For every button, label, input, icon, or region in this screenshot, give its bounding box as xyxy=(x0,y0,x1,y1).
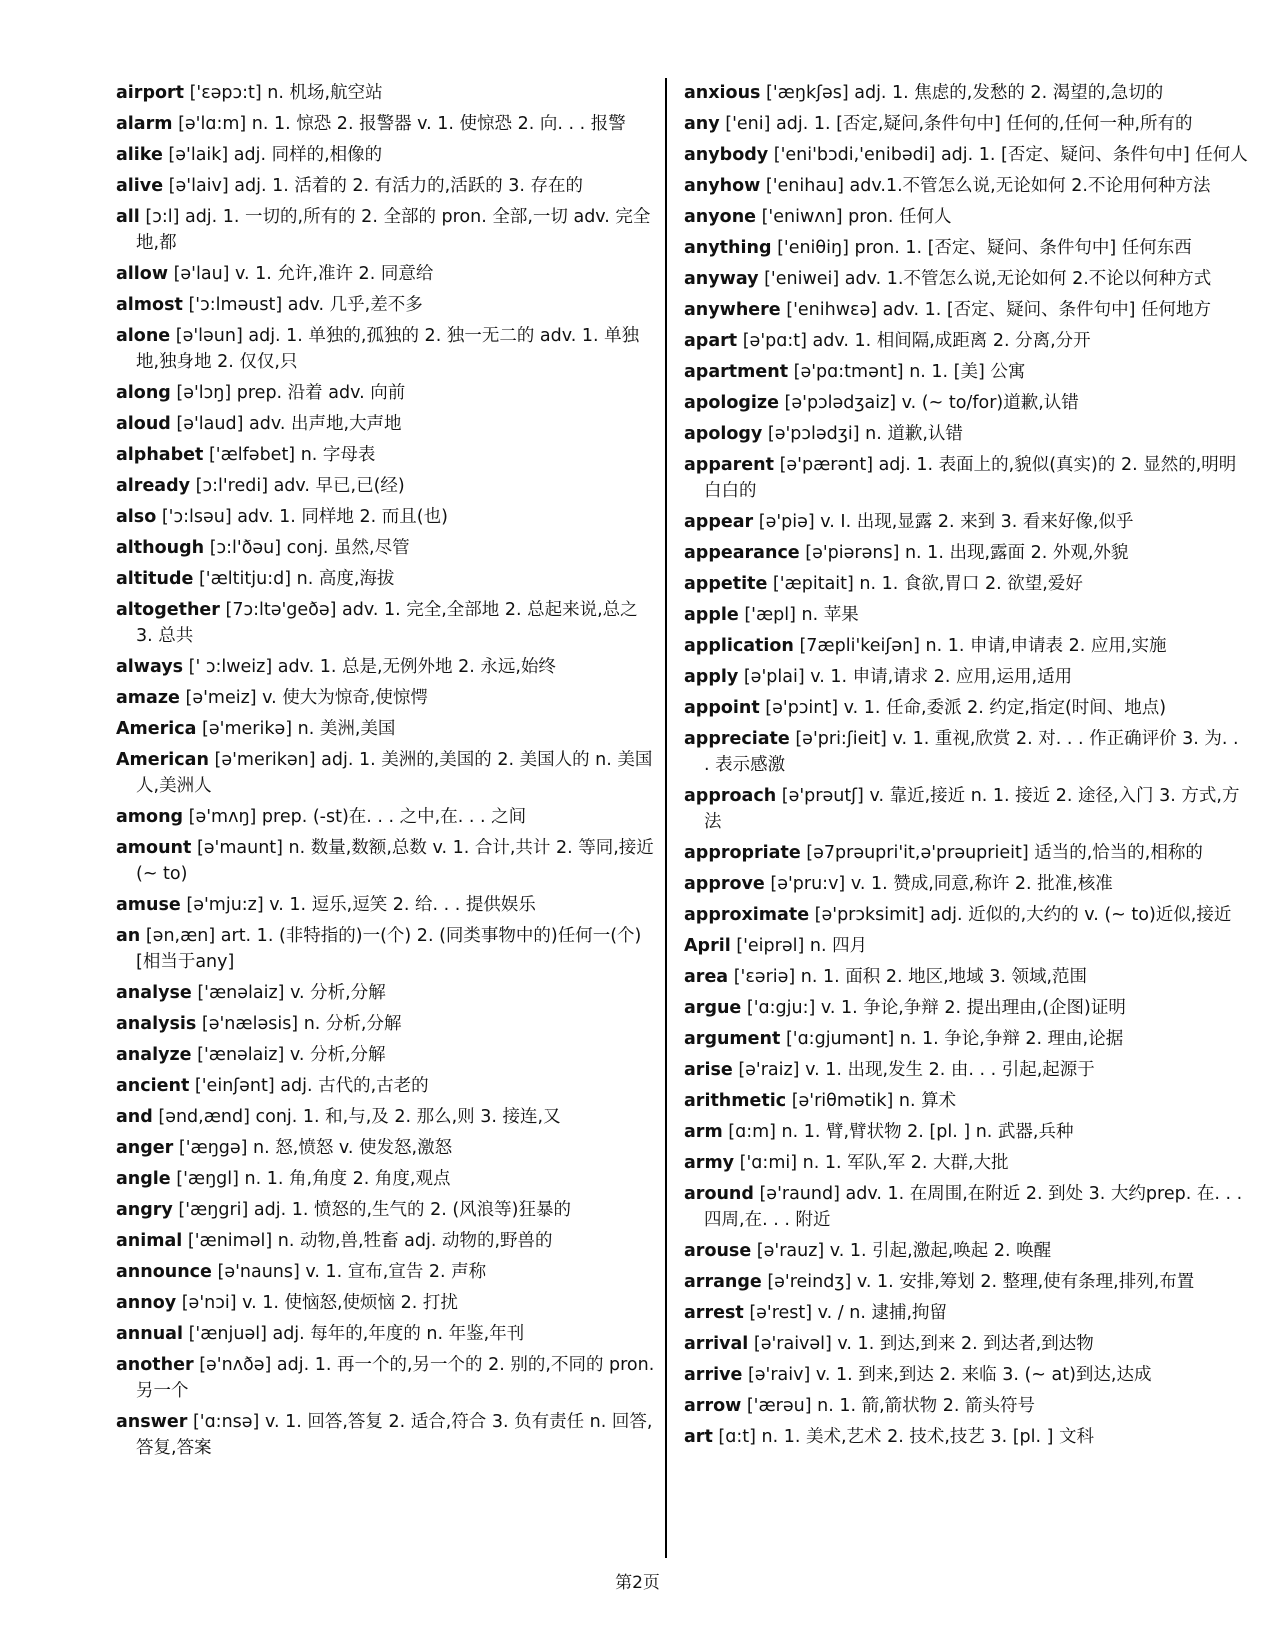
definition: ['ɑ:mi] n. 1. 军队,军 2. 大群,大批 xyxy=(739,1153,1009,1173)
dictionary-entry xyxy=(116,292,656,318)
headword: along xyxy=(116,383,171,403)
headword: April xyxy=(684,936,731,956)
dictionary-entry xyxy=(116,80,656,106)
headword: alphabet xyxy=(116,445,204,465)
dictionary-entry xyxy=(684,726,1249,778)
headword: appear xyxy=(684,512,754,532)
dictionary-entry xyxy=(116,566,656,592)
definition: ['eiprəl] n. 四月 xyxy=(736,936,868,956)
dictionary-entry xyxy=(684,633,1249,659)
definition: [ə'nauns] v. 1. 宣布,宣告 2. 声称 xyxy=(217,1262,487,1282)
dictionary-entry xyxy=(116,685,656,711)
dictionary-entry xyxy=(684,111,1249,137)
headword: anywhere xyxy=(684,300,781,320)
dictionary-entry xyxy=(116,442,656,468)
definition: ['ɔ:lsəu] adv. 1. 同样地 2. 而且(也) xyxy=(161,507,448,527)
headword: appoint xyxy=(684,698,760,718)
headword: apologize xyxy=(684,393,779,413)
dictionary-entry xyxy=(116,747,656,799)
definition: ['æŋgl] n. 1. 角,角度 2. 角度,观点 xyxy=(176,1169,451,1189)
definition: [ə'raiz] v. 1. 出现,发生 2. 由. . . 引起,起源于 xyxy=(738,1060,1095,1080)
dictionary-entry xyxy=(116,1042,656,1068)
headword: analyse xyxy=(116,983,192,1003)
dictionary-entry xyxy=(116,980,656,1006)
dictionary-entry xyxy=(684,1181,1249,1233)
definition: [ə'raivəl] v. 1. 到达,到来 2. 到达者,到达物 xyxy=(753,1334,1094,1354)
headword: also xyxy=(116,507,157,527)
dictionary-entry xyxy=(116,1011,656,1037)
dictionary-entry xyxy=(116,654,656,680)
dictionary-entry xyxy=(684,509,1249,535)
dictionary-entry xyxy=(684,266,1249,292)
dictionary-entry xyxy=(116,1259,656,1285)
headword: airport xyxy=(116,83,184,103)
headword: among xyxy=(116,807,184,827)
definition: [ə'pri:ʃieit] v. 1. 重视,欣赏 2. 对. . . 作正确评价 3. 为. . . 表示感激 xyxy=(704,729,1239,775)
definition: ['einʃənt] adj. 古代的,古老的 xyxy=(194,1076,429,1096)
definition: ['ɑ:nsə] v. 1. 回答,答复 2. 适合,符合 3. 负有责任 n. 回答,答复,答案 xyxy=(136,1412,653,1458)
dictionary-entry xyxy=(116,1197,656,1223)
definition: [ə'pɔint] v. 1. 任命,委派 2. 约定,指定(时间、地点) xyxy=(765,698,1167,718)
definition: [ə'mju:z] v. 1. 逗乐,逗笑 2. 给. . . 提供娱乐 xyxy=(186,895,536,915)
definition: [ə'lau] v. 1. 允许,准许 2. 同意给 xyxy=(173,264,434,284)
dictionary-entry xyxy=(116,1290,656,1316)
definition: ['ɑ:gjumənt] n. 1. 争论,争辩 2. 理由,论据 xyxy=(785,1029,1124,1049)
right-column xyxy=(684,80,1249,1455)
headword: arm xyxy=(684,1122,723,1142)
headword: already xyxy=(116,476,191,496)
headword: around xyxy=(684,1184,754,1204)
definition: ['eni] adj. 1. [否定,疑问,条件句中] 任何的,任何一种,所有的 xyxy=(725,114,1193,134)
definition: ['enihwεə] adv. 1. [否定、疑问、条件句中] 任何地方 xyxy=(786,300,1212,320)
headword: anything xyxy=(684,238,772,258)
headword: aloud xyxy=(116,414,171,434)
headword: apparent xyxy=(684,455,774,475)
headword: arithmetic xyxy=(684,1091,787,1111)
dictionary-entry xyxy=(116,1228,656,1254)
headword: almost xyxy=(116,295,183,315)
headword: arise xyxy=(684,1060,733,1080)
headword: American xyxy=(116,750,209,770)
page-number: 第2页 xyxy=(615,1573,660,1593)
headword: arrest xyxy=(684,1303,744,1323)
headword: anger xyxy=(116,1138,174,1158)
headword: altitude xyxy=(116,569,194,589)
definition: ['εəriə] n. 1. 面积 2. 地区,地域 3. 领域,范围 xyxy=(733,967,1088,987)
dictionary-entry xyxy=(684,452,1249,504)
dictionary-entry xyxy=(684,421,1249,447)
dictionary-entry xyxy=(116,804,656,830)
dictionary-entry xyxy=(684,540,1249,566)
headword: an xyxy=(116,926,141,946)
dictionary-entry xyxy=(116,323,656,375)
headword: animal xyxy=(116,1231,183,1251)
definition: [ə'mʌŋ] prep. (-st)在. . . 之中,在. . . 之间 xyxy=(188,807,527,827)
headword: analysis xyxy=(116,1014,197,1034)
dictionary-entry xyxy=(684,902,1249,928)
headword: argue xyxy=(684,998,742,1018)
dictionary-entry xyxy=(116,173,656,199)
headword: angry xyxy=(116,1200,173,1220)
definition: [ə'laik] adj. 同样的,相像的 xyxy=(168,145,383,165)
headword: apartment xyxy=(684,362,789,382)
definition: [ə'plai] v. 1. 申请,请求 2. 应用,运用,适用 xyxy=(743,667,1073,687)
headword: anybody xyxy=(684,145,769,165)
dictionary-entry xyxy=(684,871,1249,897)
definition: [ə'nʌðə] adj. 1. 再一个的,另一个的 2. 别的,不同的 pron. 另一个 xyxy=(136,1355,655,1401)
definition: [ə'riθmətik] n. 算术 xyxy=(791,1091,957,1111)
dictionary-entry xyxy=(116,473,656,499)
definition: [ə'pɑ:t] adv. 1. 相间隔,成距离 2. 分离,分开 xyxy=(742,331,1091,351)
dictionary-entry xyxy=(684,1424,1249,1450)
definition: ['eniwei] adv. 1.不管怎么说,无论如何 2.不论以何种方式 xyxy=(764,269,1212,289)
headword: any xyxy=(684,114,720,134)
definition: [ə7prəupri'it,ə'prəuprieit] 适当的,恰当的,相称的 xyxy=(806,843,1203,863)
definition: [' ɔ:lweiz] adv. 1. 总是,无例外地 2. 永远,始终 xyxy=(188,657,556,677)
headword: approximate xyxy=(684,905,810,925)
definition: [ə'reindʒ] v. 1. 安排,筹划 2. 整理,使有条理,排列,布置 xyxy=(767,1272,1195,1292)
dictionary-entry xyxy=(684,173,1249,199)
definition: [ə'merikə] n. 美洲,美国 xyxy=(202,719,396,739)
definition: ['æltitju:d] n. 高度,海拔 xyxy=(198,569,395,589)
dictionary-entry xyxy=(684,1057,1249,1083)
headword: altogether xyxy=(116,600,220,620)
definition: [ə'næləsis] n. 分析,分解 xyxy=(201,1014,402,1034)
definition: ['æpitait] n. 1. 食欲,胃口 2. 欲望,爱好 xyxy=(772,574,1083,594)
definition: [ə'laud] adv. 出声地,大声地 xyxy=(176,414,402,434)
headword: all xyxy=(116,207,140,227)
dictionary-entry xyxy=(684,571,1249,597)
headword: allow xyxy=(116,264,168,284)
headword: alone xyxy=(116,326,171,346)
headword: art xyxy=(684,1427,713,1447)
definition: [ə'piərəns] n. 1. 出现,露面 2. 外观,外貌 xyxy=(805,543,1129,563)
dictionary-entry xyxy=(684,1393,1249,1419)
dictionary-entry xyxy=(684,1269,1249,1295)
definition: ['enihau] adv.1.不管怎么说,无论如何 2.不论用何种方法 xyxy=(765,176,1211,196)
headword: amaze xyxy=(116,688,180,708)
dictionary-entry xyxy=(684,964,1249,990)
dictionary-entry xyxy=(116,142,656,168)
headword: annoy xyxy=(116,1293,177,1313)
definition: [ə'nɔi] v. 1. 使恼怒,使烦恼 2. 打扰 xyxy=(181,1293,458,1313)
dictionary-entry xyxy=(116,716,656,742)
headword: argument xyxy=(684,1029,781,1049)
dictionary-entry xyxy=(116,535,656,561)
dictionary-entry xyxy=(684,695,1249,721)
dictionary-entry xyxy=(684,602,1249,628)
dictionary-entry xyxy=(684,390,1249,416)
definition: [ə'meiz] v. 使大为惊奇,使惊愕 xyxy=(185,688,428,708)
dictionary-entry xyxy=(684,840,1249,866)
headword: always xyxy=(116,657,184,677)
definition: [ɑ:m] n. 1. 臂,臂状物 2. [pl. ] n. 武器,兵种 xyxy=(728,1122,1074,1142)
definition: ['eniwʌn] pron. 任何人 xyxy=(761,207,952,227)
definition: [ə'prəutʃ] v. 靠近,接近 n. 1. 接近 2. 途径,入门 3. 方式,方法 xyxy=(704,786,1240,832)
dictionary-entry xyxy=(684,783,1249,835)
definition: [ə'raiv] v. 1. 到来,到达 2. 来临 3. (~ at)到达,达成 xyxy=(747,1365,1152,1385)
headword: application xyxy=(684,636,794,656)
definition: [ə'pærənt] adj. 1. 表面上的,貌似(真实)的 2. 显然的,明明白白的 xyxy=(704,455,1237,501)
definition: ['ɑ:gju:] v. 1. 争论,争辩 2. 提出理由,(企图)证明 xyxy=(746,998,1126,1018)
definition: [ənd,ænd] conj. 1. 和,与,及 2. 那么,则 3. 接连,又 xyxy=(158,1107,561,1127)
headword: apply xyxy=(684,667,739,687)
definition: [ɔ:l'ðəu] conj. 虽然,尽管 xyxy=(209,538,410,558)
headword: appearance xyxy=(684,543,800,563)
definition: [7ɔ:ltə'geðə] adv. 1. 完全,全部地 2. 总起来说,总之 3. 总共 xyxy=(136,600,638,646)
definition: [7æpli'keiʃən] n. 1. 申请,申请表 2. 应用,实施 xyxy=(799,636,1167,656)
definition: [ə'merikən] adj. 1. 美洲的,美国的 2. 美国人的 n. 美国人,美洲人 xyxy=(136,750,653,796)
definition: [ə'rauz] v. 1. 引起,激起,唤起 2. 唤醒 xyxy=(756,1241,1052,1261)
dictionary-entry xyxy=(684,204,1249,230)
dictionary-entry xyxy=(684,1300,1249,1326)
headword: alarm xyxy=(116,114,173,134)
headword: approve xyxy=(684,874,765,894)
headword: and xyxy=(116,1107,153,1127)
definition: [ə'laiv] adj. 1. 活着的 2. 有活力的,活跃的 3. 存在的 xyxy=(168,176,584,196)
dictionary-entry xyxy=(684,664,1249,690)
definition: ['ænjuəl] adj. 每年的,年度的 n. 年鉴,年刊 xyxy=(188,1324,525,1344)
headword: arrive xyxy=(684,1365,743,1385)
dictionary-entry xyxy=(684,235,1249,261)
definition: ['εəpɔ:t] n. 机场,航空站 xyxy=(189,83,383,103)
definition: ['æŋgri] adj. 1. 愤怒的,生气的 2. (风浪等)狂暴的 xyxy=(178,1200,572,1220)
headword: anyway xyxy=(684,269,759,289)
definition: [ə'lɑ:m] n. 1. 惊恐 2. 报警器 v. 1. 使惊恐 2. 向. . . 报警 xyxy=(178,114,626,134)
headword: ancient xyxy=(116,1076,190,1096)
dictionary-entry xyxy=(116,380,656,406)
dictionary-entry xyxy=(116,411,656,437)
definition: [ə'rest] v. / n. 逮捕,拘留 xyxy=(749,1303,948,1323)
headword: annual xyxy=(116,1324,183,1344)
dictionary-entry xyxy=(684,328,1249,354)
headword: anyone xyxy=(684,207,757,227)
column-divider xyxy=(665,78,667,1558)
dictionary-entry xyxy=(116,923,656,975)
dictionary-entry xyxy=(116,504,656,530)
dictionary-entry xyxy=(116,1166,656,1192)
definition: [ən,æn] art. 1. (非特指的)一(个) 2. (同类事物中的)任何一(个) [相当于any] xyxy=(136,926,642,972)
dictionary-entry xyxy=(684,80,1249,106)
dictionary-entry xyxy=(684,933,1249,959)
definition: [ə'pɑ:tmənt] n. 1. [美] 公寓 xyxy=(793,362,1026,382)
dictionary-entry xyxy=(116,597,656,649)
headword: anyhow xyxy=(684,176,761,196)
definition: [ə'ləun] adj. 1. 单独的,孤独的 2. 独一无二的 adv. 1. 单独地,独身地 2. 仅仅,只 xyxy=(136,326,640,372)
headword: announce xyxy=(116,1262,212,1282)
definition: ['æniməl] n. 动物,兽,牲畜 adj. 动物的,野兽的 xyxy=(187,1231,553,1251)
dictionary-entry xyxy=(116,204,656,256)
dictionary-entry xyxy=(116,892,656,918)
definition: ['ænəlaiz] v. 分析,分解 xyxy=(197,983,386,1003)
dictionary-entry xyxy=(116,261,656,287)
headword: amount xyxy=(116,838,192,858)
dictionary-entry xyxy=(116,1135,656,1161)
headword: another xyxy=(116,1355,194,1375)
headword: approach xyxy=(684,786,777,806)
headword: anxious xyxy=(684,83,761,103)
definition: [ə'lɔŋ] prep. 沿着 adv. 向前 xyxy=(176,383,406,403)
headword: analyze xyxy=(116,1045,192,1065)
headword: arrow xyxy=(684,1396,742,1416)
definition: [ə'prɔksimit] adj. 近似的,大约的 v. (~ to)近似,接近 xyxy=(814,905,1232,925)
definition: ['eniθiŋ] pron. 1. [否定、疑问、条件句中] 任何东西 xyxy=(777,238,1192,258)
headword: appropriate xyxy=(684,843,801,863)
dictionary-entry xyxy=(684,1150,1249,1176)
dictionary-entry xyxy=(684,1119,1249,1145)
dictionary-entry xyxy=(684,995,1249,1021)
definition: [ə'piə] v. I. 出现,显露 2. 来到 3. 看来好像,似乎 xyxy=(758,512,1134,532)
headword: arrange xyxy=(684,1272,762,1292)
dictionary-entry xyxy=(116,1104,656,1130)
headword: apple xyxy=(684,605,739,625)
dictionary-entry xyxy=(116,1321,656,1347)
headword: army xyxy=(684,1153,735,1173)
definition: [ə'pru:v] v. 1. 赞成,同意,称许 2. 批准,核准 xyxy=(770,874,1113,894)
headword: apology xyxy=(684,424,763,444)
left-column xyxy=(116,80,656,1466)
dictionary-entry xyxy=(684,1331,1249,1357)
headword: angle xyxy=(116,1169,171,1189)
headword: although xyxy=(116,538,205,558)
dictionary-entry xyxy=(684,1362,1249,1388)
headword: amuse xyxy=(116,895,181,915)
dictionary-entry xyxy=(684,1088,1249,1114)
headword: arouse xyxy=(684,1241,752,1261)
dictionary-entry xyxy=(684,297,1249,323)
definition: ['ælfəbet] n. 字母表 xyxy=(208,445,376,465)
headword: area xyxy=(684,967,729,987)
definition: [ə'maunt] n. 数量,数额,总数 v. 1. 合计,共计 2. 等同,接近(~ to) xyxy=(136,838,654,884)
headword: America xyxy=(116,719,197,739)
dictionary-entry xyxy=(116,1073,656,1099)
definition: [ə'raund] adv. 1. 在周围,在附近 2. 到处 3. 大约prep. 在. . . 四周,在. . . 附近 xyxy=(704,1184,1243,1230)
dictionary-entry xyxy=(116,835,656,887)
headword: appreciate xyxy=(684,729,790,749)
dictionary-entry xyxy=(116,111,656,137)
definition: ['æŋkʃəs] adj. 1. 焦虑的,发愁的 2. 渴望的,急切的 xyxy=(766,83,1164,103)
headword: appetite xyxy=(684,574,768,594)
definition: [ə'pɔlədʒaiz] v. (~ to/for)道歉,认错 xyxy=(784,393,1079,413)
definition: [ɔ:l] adj. 1. 一切的,所有的 2. 全部的 pron. 全部,一切 adv. 完全地,都 xyxy=(136,207,651,253)
definition: [ɔ:l'redi] adv. 早已,已(经) xyxy=(195,476,405,496)
dictionary-entry xyxy=(684,1238,1249,1264)
definition: ['ærəu] n. 1. 箭,箭状物 2. 箭头符号 xyxy=(746,1396,1035,1416)
headword: arrival xyxy=(684,1334,749,1354)
definition: [ɑ:t] n. 1. 美术,艺术 2. 技术,技艺 3. [pl. ] 文科 xyxy=(718,1427,1095,1447)
definition: ['ænəlaiz] v. 分析,分解 xyxy=(197,1045,386,1065)
headword: alike xyxy=(116,145,163,165)
headword: alive xyxy=(116,176,164,196)
definition: [ə'pɔlədʒi] n. 道歉,认错 xyxy=(767,424,963,444)
headword: apart xyxy=(684,331,738,351)
dictionary-entry xyxy=(116,1352,656,1404)
dictionary-entry xyxy=(684,359,1249,385)
dictionary-entry xyxy=(116,1409,656,1461)
dictionary-entry xyxy=(684,1026,1249,1052)
dictionary-entry xyxy=(684,142,1249,168)
definition: ['ɔ:lməust] adv. 几乎,差不多 xyxy=(188,295,423,315)
definition: ['æŋgə] n. 怒,愤怒 v. 使发怒,激怒 xyxy=(178,1138,453,1158)
headword: answer xyxy=(116,1412,188,1432)
definition: ['eni'bɔdi,'enibədi] adj. 1. [否定、疑问、条件句中] 任何人 xyxy=(773,145,1248,165)
definition: ['æpl] n. 苹果 xyxy=(744,605,859,625)
